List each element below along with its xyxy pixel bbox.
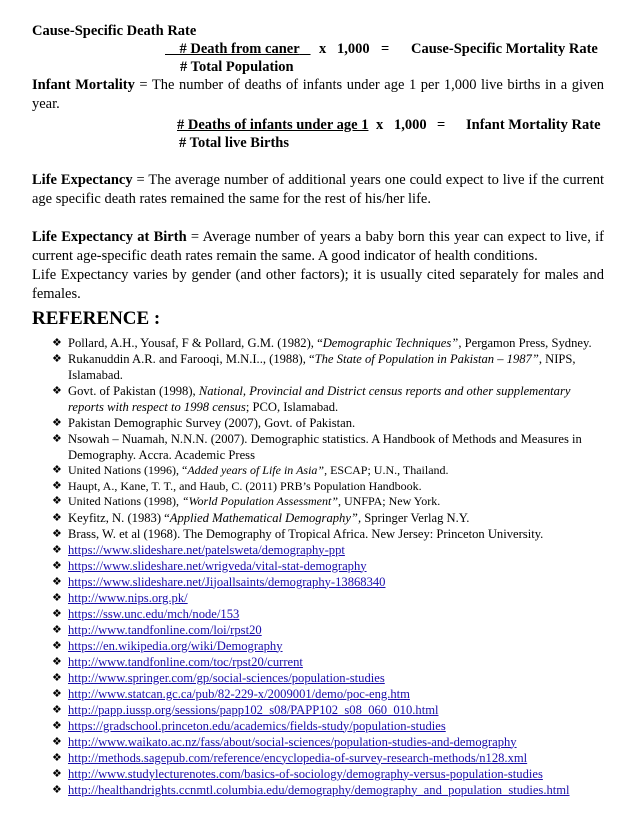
diamond-bullet-icon: ❖	[52, 703, 62, 716]
reference-link[interactable]: http://www.nips.org.pk/	[68, 590, 188, 605]
diamond-bullet-icon: ❖	[52, 607, 62, 620]
reference-link[interactable]: https://www.slideshare.net/patelsweta/demography-ppt	[68, 542, 345, 557]
leb-term: Life Expectancy at Birth	[32, 229, 187, 245]
leb-paragraph	[32, 228, 604, 266]
imr-equals: =	[437, 117, 446, 133]
diamond-bullet-icon: ❖	[52, 687, 62, 700]
csdr-result: Cause-Specific Mortality Rate	[411, 41, 598, 57]
diamond-bullet-icon: ❖	[52, 433, 62, 445]
reference-link-item	[54, 718, 604, 734]
imr-paragraph	[32, 76, 604, 114]
reference-link-item	[54, 542, 604, 558]
reference-link[interactable]: http://www.tandfonline.com/loi/rpst20	[68, 622, 262, 637]
reference-link[interactable]: http://www.springer.com/gp/social-sciences/population-studies	[68, 670, 385, 685]
reference-link-item	[54, 654, 604, 670]
reference-link-item	[54, 670, 604, 686]
reference-link[interactable]: http://www.studylecturenotes.com/basics-of-sociology/demography-versus-population-studies	[68, 766, 543, 781]
diamond-bullet-icon: ❖	[52, 639, 62, 652]
diamond-bullet-icon: ❖	[52, 527, 62, 540]
reference-link-item	[54, 734, 604, 750]
reference-link[interactable]: http://healthandrights.ccnmtl.columbia.edu/demography/demography_and_population_studies.html	[68, 782, 570, 797]
reference-link-item	[54, 558, 604, 574]
reference-link[interactable]: http://papp.iussp.org/sessions/papp102_s08/PAPP102_s08_060_010.html	[68, 702, 439, 717]
reference-heading: REFERENCE :	[32, 308, 161, 329]
diamond-bullet-icon: ❖	[52, 479, 62, 492]
reference-link[interactable]: https://www.slideshare.net/wrigveda/vital-stat-demography	[68, 558, 367, 573]
imr-formula-numerator-row	[32, 116, 604, 134]
diamond-bullet-icon: ❖	[52, 575, 62, 588]
diamond-bullet-icon: ❖	[52, 495, 62, 507]
diamond-bullet-icon: ❖	[52, 655, 62, 668]
diamond-bullet-icon: ❖	[52, 353, 62, 365]
le-term: Life Expectancy	[32, 172, 133, 188]
csdr-times: x	[319, 41, 327, 57]
diamond-bullet-icon: ❖	[52, 464, 62, 476]
reference-link[interactable]: https://www.slideshare.net/Jijoallsaints/demography-13868340	[68, 574, 386, 589]
csdr-denominator: # Total Population	[180, 59, 294, 75]
leb-extra-paragraph: Life Expectancy varies by gender (and other factors); it is usually cited separately for males and females.	[32, 267, 604, 302]
leb-definition: = Average number of years a baby born this year can expect to live, if current age-specific death rates remain the same. A good indicator of health conditions.	[32, 229, 604, 264]
reference-item: ❖ Pakistan Demographic Survey (2007), Govt. of Pakistan.	[52, 416, 356, 430]
reference-link[interactable]: http://methods.sagepub.com/reference/encyclopedia-of-survey-research-methods/n128.xml	[68, 750, 528, 765]
csdr-heading: Cause-Specific Death Rate	[32, 23, 197, 39]
reference-link-item	[54, 750, 604, 766]
imr-formula-denominator-row	[32, 134, 604, 152]
reference-item: ❖ United Nations (1998), “World Population Assessment”, UNFPA; New York.	[52, 494, 441, 508]
reference-item: ❖ Govt. of Pakistan (1998), National, Provincial and District census reports and other supplementary reports with respect to 1998 census; PCO, Islamabad.	[52, 384, 571, 414]
diamond-bullet-icon: ❖	[52, 719, 62, 732]
reference-link[interactable]: http://www.tandfonline.com/toc/rpst20/current	[68, 654, 303, 669]
reference-item: ❖ Haupt, A., Kane, T. T., and Haub, C. (2011) PRB’s Population Handbook.	[52, 478, 422, 493]
reference-link-item	[54, 686, 604, 702]
diamond-bullet-icon: ❖	[52, 337, 62, 349]
reference-link[interactable]: http://www.statcan.gc.ca/pub/82-229-x/2009001/demo/poc-eng.htm	[68, 686, 410, 701]
reference-item: ❖ Nsowah – Nuamah, N.N.N. (2007). Demographic statistics. A Handbook of Methods and Measures in Demography. Accra. Academic Press	[52, 432, 582, 462]
document-page	[32, 22, 604, 798]
imr-numerator: # Deaths of infants under age 1	[177, 117, 369, 133]
reference-link-item	[54, 590, 604, 606]
csdr-multiplier: 1,000	[337, 41, 370, 57]
diamond-bullet-icon: ❖	[52, 751, 62, 764]
le-paragraph	[32, 171, 604, 209]
reference-link[interactable]: https://ssw.unc.edu/mch/node/153	[68, 606, 240, 621]
reference-item: ❖ Pollard, A.H., Yousaf, F & Pollard, G.M. (1982), “Demographic Techniques”, Pergamon Press, Sydney.	[52, 336, 592, 350]
imr-times: x	[376, 117, 384, 133]
diamond-bullet-icon: ❖	[52, 735, 62, 748]
reference-link[interactable]: https://en.wikipedia.org/wiki/Demography	[68, 638, 283, 653]
reference-link-item	[54, 606, 604, 622]
reference-link-item	[54, 782, 604, 798]
le-definition: = The average number of additional years one could expect to live if the current age specific death rates remained the same for the rest of his/her life.	[32, 172, 604, 207]
imr-term: Infant Mortality	[32, 77, 135, 93]
diamond-bullet-icon: ❖	[52, 671, 62, 684]
reference-item: ❖ Rukanuddin A.R. and Farooqi, M.N.I.., (1988), “The State of Population in Pakistan – 1987”, NIPS, Islamabad.	[52, 352, 576, 382]
diamond-bullet-icon: ❖	[52, 417, 62, 429]
reference-link-item	[54, 622, 604, 638]
reference-link-item	[54, 638, 604, 654]
csdr-formula-numerator-row	[32, 40, 604, 58]
diamond-bullet-icon: ❖	[52, 385, 62, 397]
diamond-bullet-icon: ❖	[52, 559, 62, 572]
reference-link-item	[54, 766, 604, 782]
diamond-bullet-icon: ❖	[52, 767, 62, 780]
diamond-bullet-icon: ❖	[52, 623, 62, 636]
diamond-bullet-icon: ❖	[52, 783, 62, 796]
diamond-bullet-icon: ❖	[52, 591, 62, 604]
csdr-formula-denominator-row	[32, 58, 604, 76]
diamond-bullet-icon: ❖	[52, 511, 62, 524]
reference-link-item	[54, 702, 604, 718]
imr-denominator: # Total live Births	[179, 135, 289, 151]
imr-multiplier: 1,000	[394, 117, 427, 133]
reference-list	[32, 335, 604, 798]
csdr-numerator: # Death from caner	[179, 41, 300, 57]
diamond-bullet-icon: ❖	[52, 543, 62, 556]
csdr-equals: =	[381, 41, 390, 57]
reference-item: ❖ Keyfitz, N. (1983) “Applied Mathematical Demography”, Springer Verlag N.Y.	[52, 510, 470, 525]
imr-result: Infant Mortality Rate	[466, 117, 601, 133]
imr-definition: = The number of deaths of infants under age 1 per 1,000 live births in a given year.	[32, 77, 604, 112]
reference-link[interactable]: http://www.waikato.ac.nz/fass/about/social-sciences/population-studies-and-demography	[68, 734, 517, 749]
reference-item: ❖ United Nations (1996), “Added years of Life in Asia”, ESCAP; U.N., Thailand.	[52, 463, 449, 477]
reference-link-item	[54, 574, 604, 590]
reference-link[interactable]: https://gradschool.princeton.edu/academics/fields-study/population-studies	[68, 718, 446, 733]
reference-item: ❖ Brass, W. et al (1968). The Demography of Tropical Africa. New Jersey: Princeton University.	[52, 526, 544, 541]
